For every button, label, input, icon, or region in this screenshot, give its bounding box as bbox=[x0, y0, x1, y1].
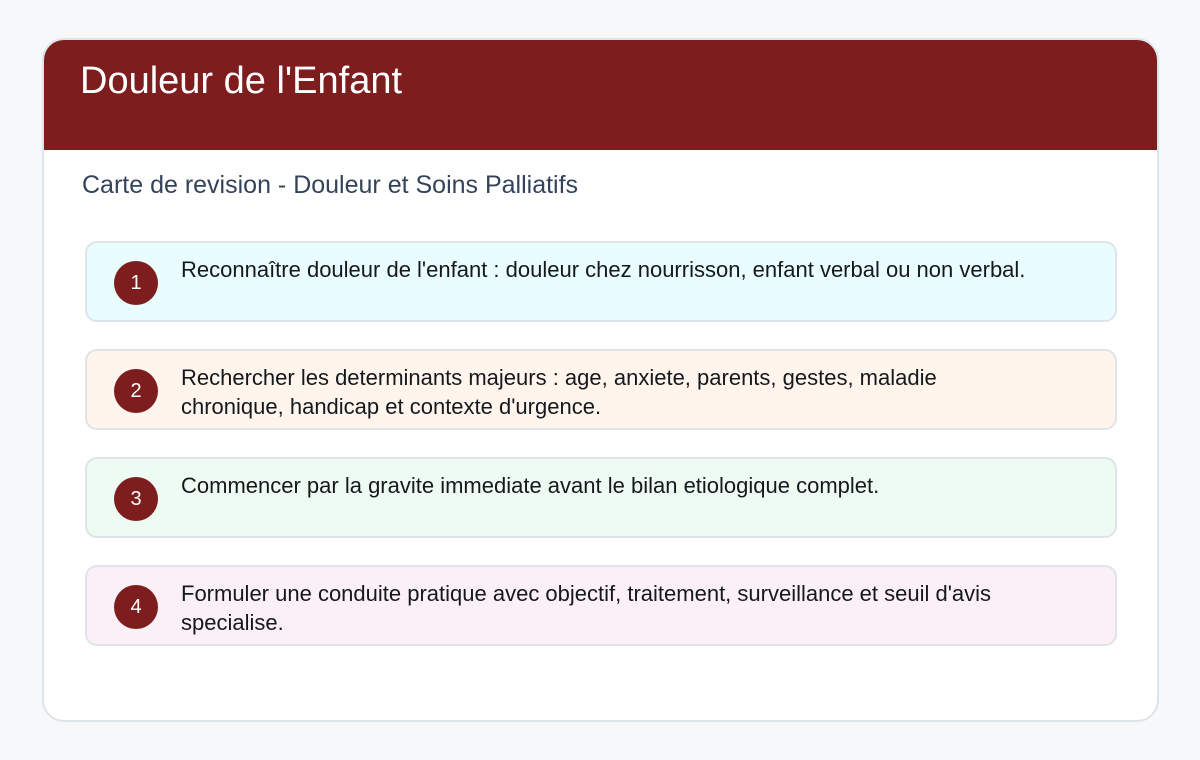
points-list bbox=[85, 241, 1117, 673]
item-number-badge: 1 bbox=[114, 261, 158, 305]
card-title: Douleur de l'Enfant bbox=[80, 60, 403, 102]
card-header bbox=[44, 40, 1157, 150]
item-number-badge: 4 bbox=[114, 585, 158, 629]
list-item bbox=[85, 241, 1117, 322]
item-text: Commencer par la gravite immediate avant le bilan etiologique complet. bbox=[181, 473, 880, 498]
revision-card bbox=[42, 38, 1159, 722]
item-number-badge: 3 bbox=[114, 477, 158, 521]
list-item bbox=[85, 457, 1117, 538]
list-item bbox=[85, 349, 1117, 430]
item-text: Reconnaître douleur de l'enfant : douleur chez nourrisson, enfant verbal ou non verbal. bbox=[181, 257, 1026, 282]
item-text: Formuler une conduite pratique avec objectif, traitement, surveillance et seuil d'avis specialise. bbox=[181, 581, 992, 635]
item-number-badge: 2 bbox=[114, 369, 158, 413]
item-text: Rechercher les determinants majeurs : age, anxiete, parents, gestes, maladie chronique, handicap et contexte d'urgence. bbox=[181, 365, 937, 419]
list-item bbox=[85, 565, 1117, 646]
card-subtitle: Carte de revision - Douleur et Soins Palliatifs bbox=[82, 171, 579, 199]
